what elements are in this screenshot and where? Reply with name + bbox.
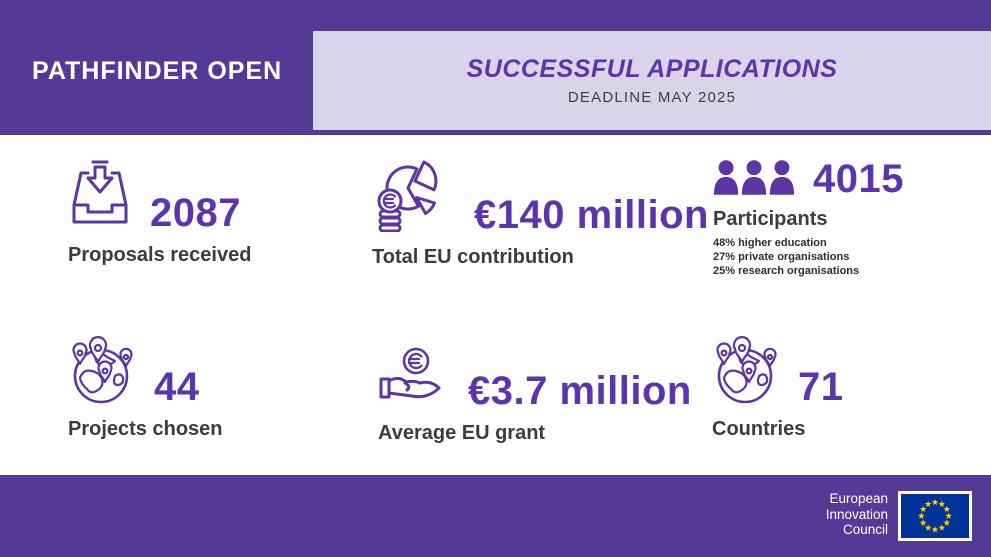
pie-chart-coins-icon <box>372 158 456 232</box>
eu-flag <box>898 491 972 541</box>
stat-label: Projects chosen <box>68 418 223 440</box>
stat-label: Proposals received <box>68 244 252 266</box>
breakdown-line: 25% research organisations <box>713 265 860 277</box>
banner <box>313 31 991 130</box>
stat-label: Countries <box>712 418 806 440</box>
globe-pins-icon <box>68 334 136 404</box>
stat-value: €140 million <box>474 193 709 238</box>
stat-label: Participants <box>713 208 828 230</box>
footer-bar <box>0 475 991 557</box>
stat-label: Total EU contribution <box>372 246 574 268</box>
stat-participants <box>713 158 904 278</box>
program-title: PATHFINDER OPEN <box>32 57 283 85</box>
participants-breakdown <box>713 236 904 278</box>
org-line: Council <box>842 522 888 537</box>
header-bar <box>0 0 991 135</box>
stat-value: 2087 <box>150 191 241 236</box>
breakdown-line: 27% private organisations <box>713 251 850 263</box>
banner-subtitle: DEADLINE MAY 2025 <box>567 89 737 106</box>
globe-pins-icon <box>712 334 780 404</box>
inbox-arrow-down-icon <box>68 158 132 230</box>
stat-value: 44 <box>154 365 200 410</box>
stat-value: €3.7 million <box>468 369 692 414</box>
stat-countries <box>712 334 844 441</box>
hand-euro-coin-icon <box>378 346 450 408</box>
stat-label: Average EU grant <box>378 422 546 444</box>
stat-projects-chosen <box>68 334 223 441</box>
stat-total-eu-contribution <box>372 158 709 269</box>
organisation-name <box>826 491 888 538</box>
stat-value: 71 <box>798 365 844 410</box>
stat-proposals-received <box>68 158 251 267</box>
people-icon <box>713 158 795 196</box>
org-line: European <box>829 491 888 506</box>
stat-value: 4015 <box>813 157 904 202</box>
banner-title: SUCCESSFUL APPLICATIONS <box>466 55 838 83</box>
org-line: Innovation <box>825 506 888 522</box>
stat-average-eu-grant <box>378 346 692 445</box>
breakdown-line: 48% higher education <box>713 237 827 249</box>
